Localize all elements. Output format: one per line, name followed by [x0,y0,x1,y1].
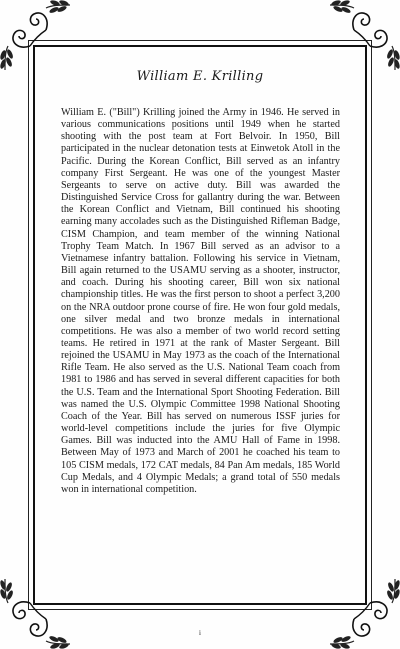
corner-ornament-icon [330,0,400,70]
corner-ornament-icon [330,579,400,649]
document-title: William E. Krilling [136,69,264,84]
corner-ornament-icon [0,579,70,649]
page-number: i [199,629,201,637]
biography-paragraph: William E. ("Bill") Krilling joined the Army in 1946. He served in various communications positions until 1949 when he started shooting with the post team at Fort Belvoir. In 1950, Bill participated in the nuclear detonation tests at Einwetok Atoll in the Pacific. During the Korean Conflict, Bill served as an infantry company First Sergeant. He was one of the youngest Master Sergeants to serve on active duty. Bill was awarded the Distinguished Service Cross for gallantry during the war. Between the Korean Conflict and Vietnam, Bill continued his shooting earning many accolades such as the Distinguished Rifleman Badge, CISM Champion, and team member of the winning National Trophy Team Match. In 1967 Bill served as an advisor to a Vietnamese infantry battalion. Following his service in Vietnam, Bill again returned to the USAMU serving as a shooter, instructor, and coach. During his shooting career, Bill won six national championship titles. He was the first person to shoot a perfect 3,200 on the NRA outdoor prone course of fire. He won four gold medals, one silver medal and two bronze medals in international competitions. He was also a member of two world record setting teams. He retired in 1971 at the rank of Master Sergeant. Bill rejoined the USAMU in May 1973 as the coach of the International Rifle Team. He also served as the U.S. National Team coach from 1981 to 1986 and has served in several different capacities for both the U.S. Team and the International Sport Shooting Federation. Bill was named the U.S. Olympic Committee 1998 National Shooting Coach of the Year. Bill has served on numerous ISSF juries for world-level competitions include the juries for five Olympic Games. Bill was inducted into the AMU Hall of Fame in 1998. Between May of 1973 and March of 2001 he coached his team to 105 CISM medals, 172 CAT medals, 84 Pan Am medals, 185 World Cup Medals, and 4 Olympic Medals; a grand total of 550 medals won in international competition. [61,107,340,495]
corner-ornament-icon [0,0,70,70]
